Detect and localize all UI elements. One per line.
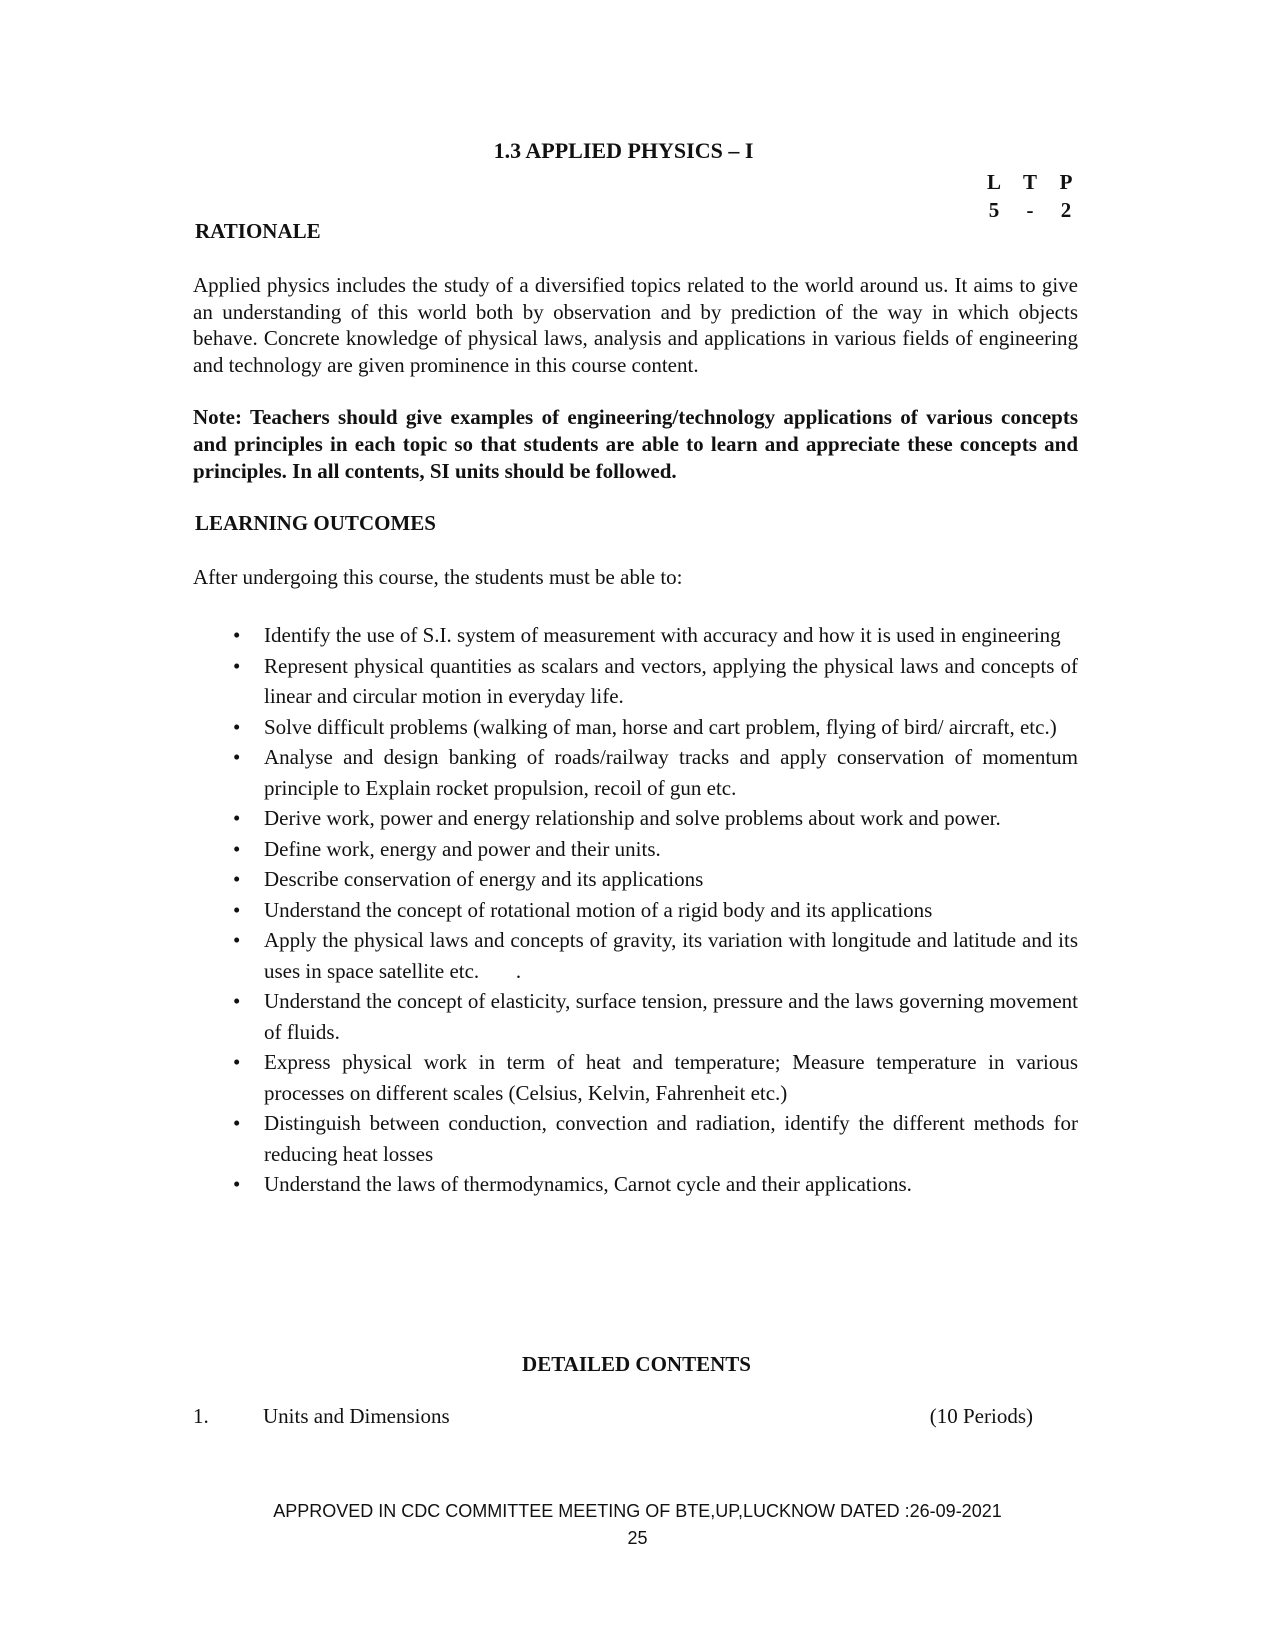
- detailed-contents-heading-text: DETAILED CONTENTS: [522, 1352, 751, 1376]
- unit-periods: (10 Periods): [929, 1404, 1033, 1428]
- list-item-text: Analyse and design banking of roads/railway tracks and apply conservation of momentum principle to Explain rocket propulsion, recoil of gun etc.: [264, 745, 1078, 800]
- list-item-text: Solve difficult problems (walking of man, horse and cart problem, flying of bird/ aircraft, etc.): [264, 714, 1057, 739]
- page-footer: [0, 1498, 1275, 1552]
- list-item-text: Represent physical quantities as scalars and vectors, applying the physical laws and concepts of linear and circular motion in everyday life.: [264, 653, 1078, 708]
- bullet-icon: •: [233, 867, 241, 891]
- bullet-icon: •: [233, 1172, 241, 1196]
- approval-line: APPROVED IN CDC COMMITTEE MEETING OF BTE,UP,LUCKNOW DATED :26-09-2021: [273, 1501, 1002, 1521]
- bullet-icon: •: [233, 806, 241, 830]
- bullet-icon: •: [233, 897, 241, 922]
- ltp-value-l: 5: [988, 198, 1000, 222]
- list-item-text: Define work, energy and power and their units.: [264, 836, 661, 861]
- ltp-header-t: T: [1022, 170, 1037, 194]
- list-item-text: Derive work, power and energy relationship and solve problems about work and power.: [264, 806, 1001, 830]
- ltp-value-row: [982, 196, 1078, 224]
- list-item: [223, 1169, 1078, 1200]
- bullet-icon: •: [233, 653, 241, 678]
- detailed-contents-heading: [0, 1352, 1275, 1377]
- list-item: [223, 1108, 1078, 1169]
- page-number: 25: [627, 1528, 648, 1548]
- list-item: [223, 651, 1078, 712]
- learning-outcomes-heading: LEARNING OUTCOMES: [195, 511, 436, 535]
- ltp-header-p: P: [1059, 170, 1073, 194]
- learning-outcomes-intro: After undergoing this course, the students must be able to:: [193, 565, 683, 589]
- bullet-icon: •: [233, 623, 241, 647]
- unit-topic: Units and Dimensions: [263, 1404, 450, 1428]
- list-item: [223, 925, 1084, 986]
- ltp-header-l: L: [986, 170, 1001, 194]
- bullet-icon: •: [233, 1111, 241, 1135]
- teacher-note: Note: Teachers should give examples of engineering/technology applications of various concepts and principles in each topic so that students are able to learn and appreciate these concepts and principles. In all contents, SI units should be followed.: [193, 405, 1078, 483]
- ltp-table: [982, 168, 1078, 224]
- list-item: [223, 864, 1078, 895]
- ltp-header-row: [982, 168, 1078, 196]
- bullet-icon: •: [233, 836, 241, 861]
- list-item-text: Identify the use of S.I. system of measurement with accuracy and how it is used in engineering: [264, 623, 1061, 647]
- list-item-text: Understand the concept of elasticity, surface tension, pressure and the laws governing movement of fluids.: [264, 989, 1078, 1044]
- rationale-text: Applied physics includes the study of a diversified topics related to the world around us. It aims to give an understanding of this world both by observation and by prediction of the way in which objects behave. Concrete knowledge of physical laws, analysis and applications in various fields of engineering and technology are given prominence in this course content.: [193, 273, 1078, 377]
- bullet-icon: •: [233, 1050, 241, 1074]
- unit-number: 1.: [193, 1404, 209, 1428]
- list-item: [223, 742, 1078, 803]
- rationale-heading: RATIONALE: [195, 219, 321, 243]
- ltp-value-t: -: [1026, 198, 1034, 222]
- list-item: [223, 895, 1078, 926]
- list-item: [223, 803, 1078, 834]
- bullet-icon: •: [233, 989, 241, 1013]
- list-item: [223, 712, 1078, 743]
- page-title: [0, 138, 1275, 164]
- ltp-value-p: 2: [1060, 198, 1072, 222]
- list-item: [223, 1047, 1078, 1108]
- list-item-text: Distinguish between conduction, convection and radiation, identify the different methods for reducing heat losses: [264, 1111, 1078, 1166]
- list-item-text: Describe conservation of energy and its applications: [264, 867, 704, 891]
- list-item-text: Apply the physical laws and concepts of gravity, its variation with longitude and latitude and its uses in space satellite etc. .: [264, 928, 1084, 983]
- list-item: [223, 620, 1078, 651]
- bullet-icon: •: [233, 714, 241, 739]
- list-item: [223, 986, 1078, 1047]
- bullet-icon: •: [233, 928, 241, 952]
- page-title-text: 1.3 APPLIED PHYSICS – I: [493, 138, 754, 163]
- learning-outcomes-list: [223, 620, 1084, 1200]
- list-item-text: Understand the concept of rotational motion of a rigid body and its applications: [264, 897, 933, 922]
- list-item-text: Express physical work in term of heat and temperature; Measure temperature in various processes on different scales (Celsius, Kelvin, Fahrenheit etc.): [264, 1050, 1078, 1105]
- bullet-icon: •: [233, 745, 241, 769]
- list-item: [223, 834, 1078, 865]
- list-item-text: Understand the laws of thermodynamics, Carnot cycle and their applications.: [264, 1172, 912, 1196]
